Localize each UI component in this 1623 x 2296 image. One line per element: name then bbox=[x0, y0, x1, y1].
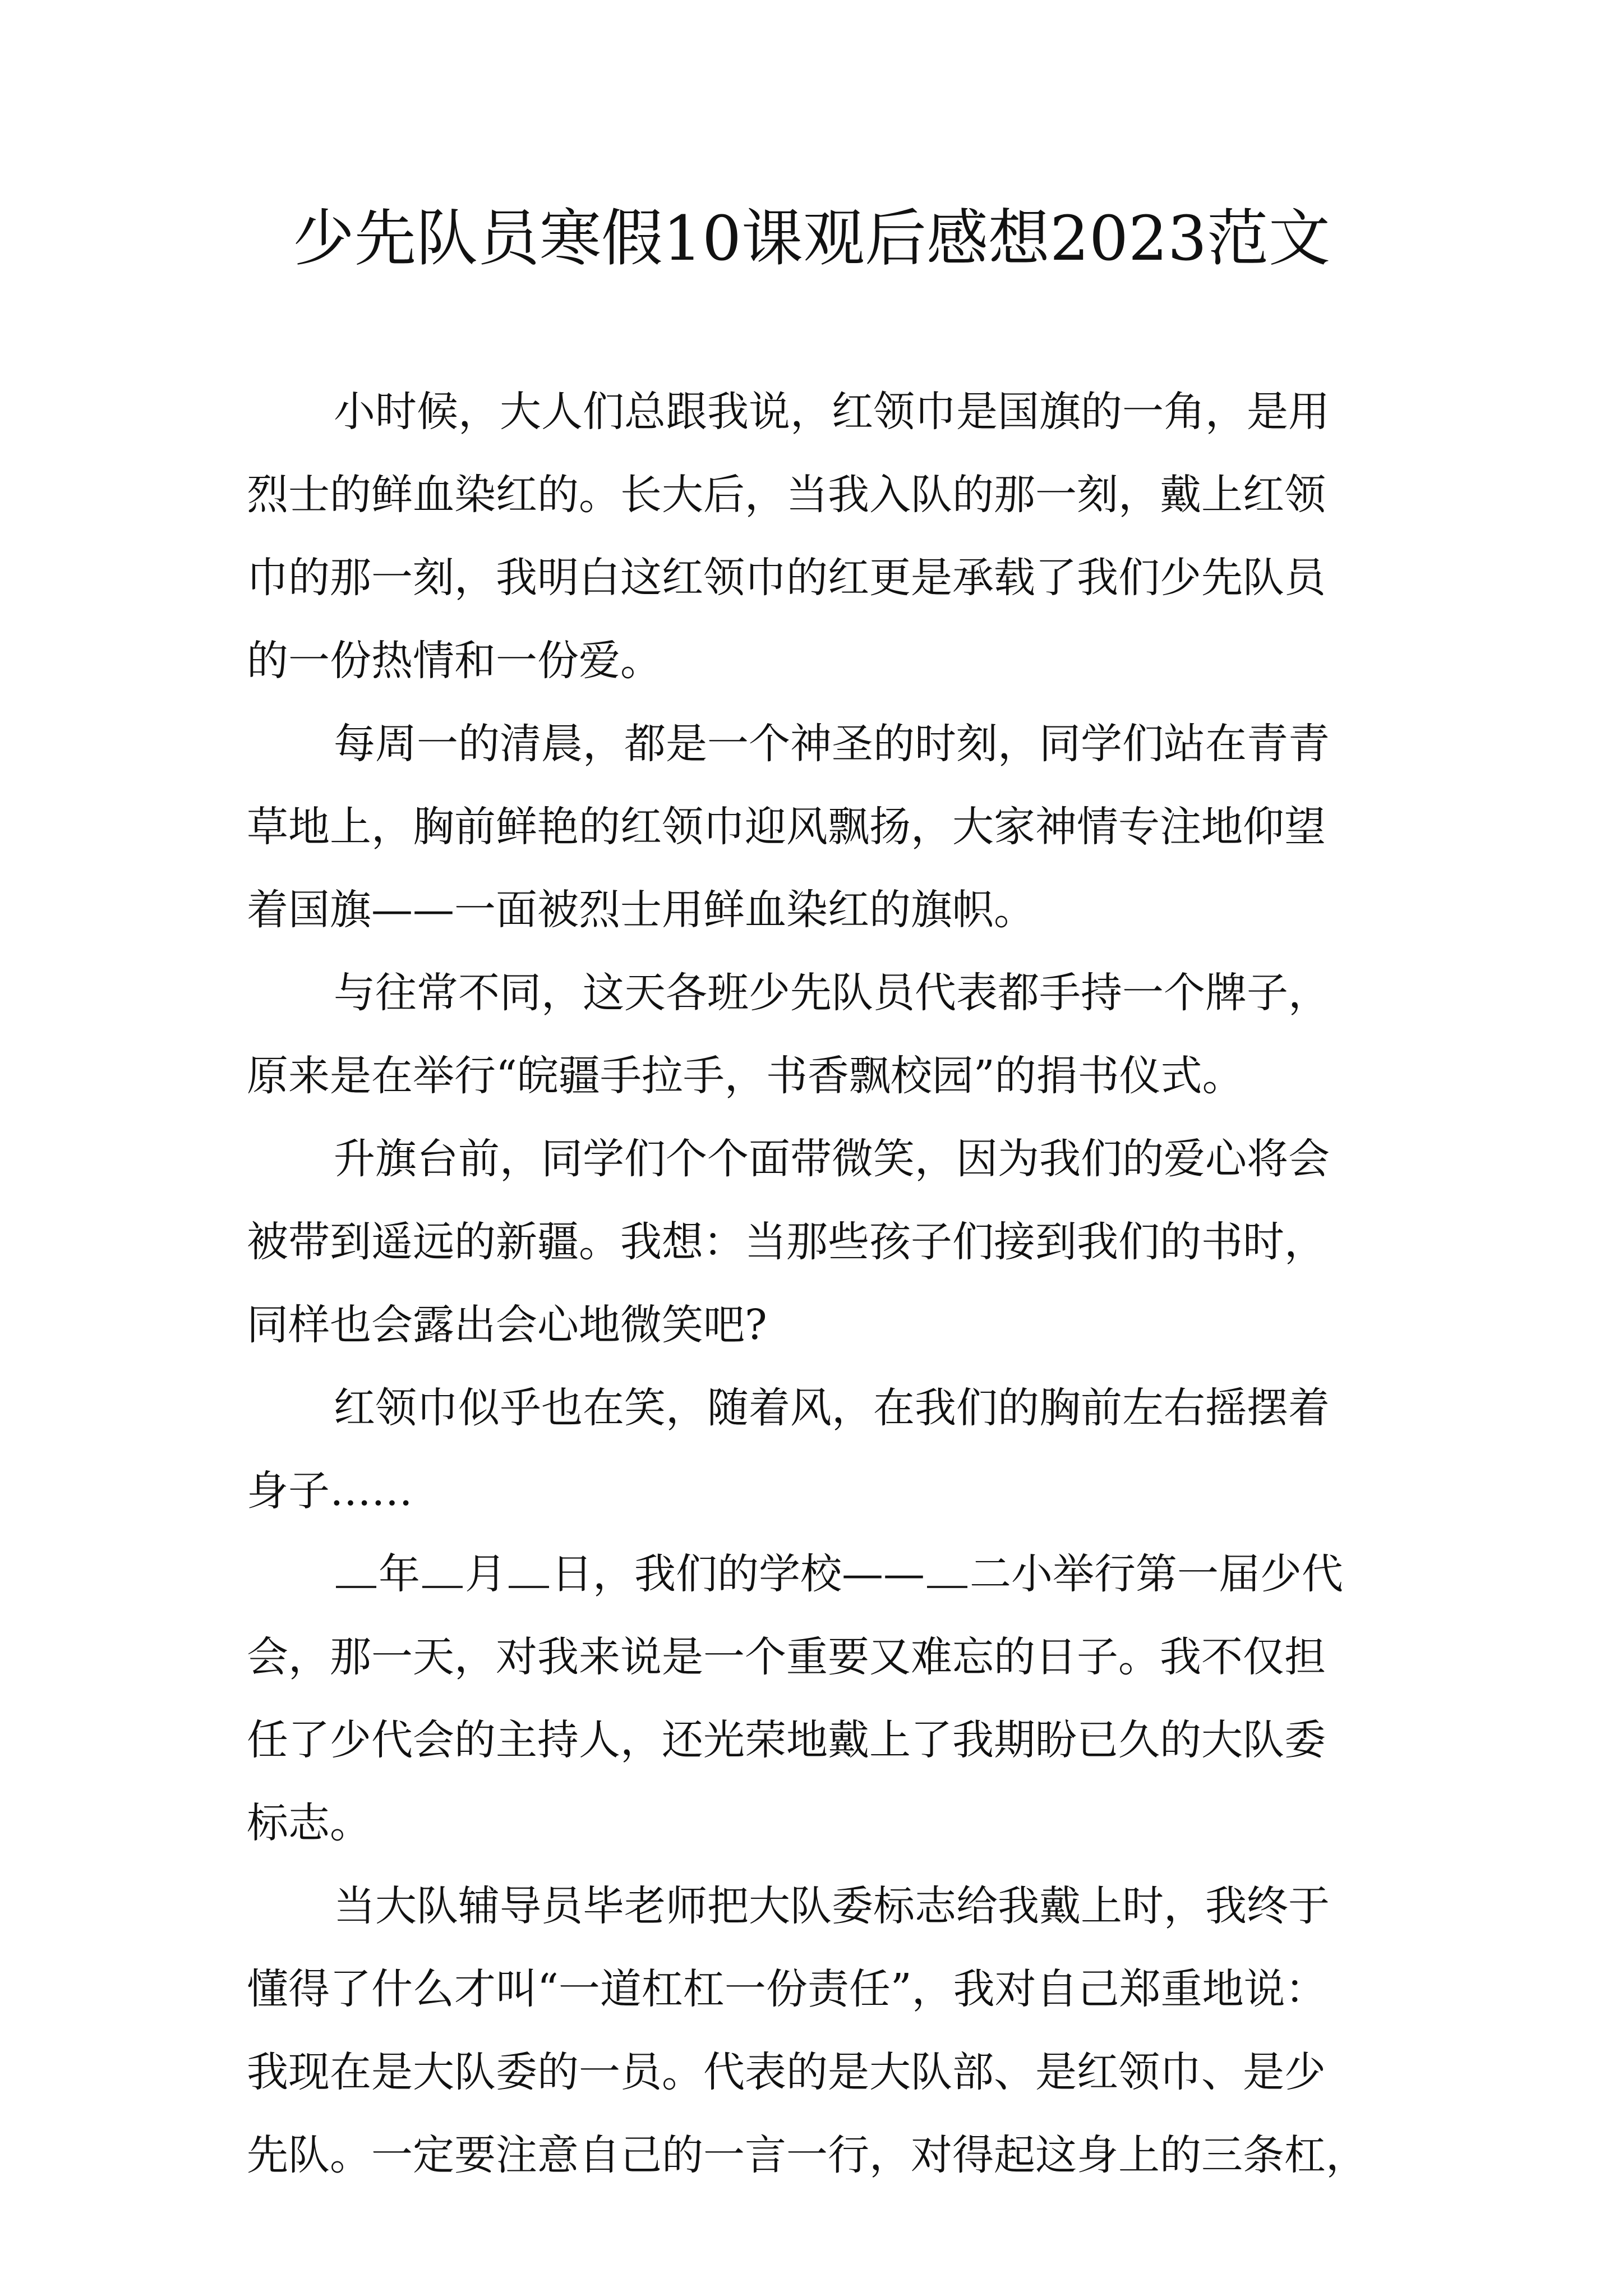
text-line: 会，那一天，对我来说是一个重要又难忘的日子。我不仅担 bbox=[247, 1633, 1326, 1681]
text-line: 着国旗——一面被烈士用鲜血染红的旗帜。 bbox=[247, 886, 1035, 934]
fill-in-blank bbox=[927, 1548, 967, 1588]
text-line: 当大队辅导员毕老师把大队委标志给我戴上时，我终于 bbox=[334, 1882, 1330, 1930]
paragraph-5 bbox=[247, 1366, 1385, 1533]
paragraph-2 bbox=[247, 702, 1385, 951]
text-fragment: 日，我们的学校—— bbox=[551, 1550, 925, 1598]
text-line: 懂得了什么才叫“一道杠杠一份责任”，我对自己郑重地说： bbox=[247, 1965, 1327, 2013]
text-line: 被带到遥远的新疆。我想：当那些孩子们接到我们的书时， bbox=[247, 1218, 1326, 1266]
text-line: 红领巾似乎也在笑，随着风，在我们的胸前左右摇摆着 bbox=[334, 1384, 1330, 1432]
text-line: 烈士的鲜血染红的。长大后，当我入队的那一刻，戴上红领 bbox=[247, 471, 1326, 519]
text-line: 升旗台前，同学们个个面带微笑，因为我们的爱心将会 bbox=[334, 1135, 1330, 1183]
document-title: 少先队员寒假10课观后感想2023范文 bbox=[293, 203, 1330, 274]
paragraph-1 bbox=[247, 370, 1385, 702]
text-line: 小时候，大人们总跟我说，红领巾是国旗的一角，是用 bbox=[334, 388, 1330, 436]
fill-in-blank bbox=[336, 1548, 376, 1588]
text-fragment: 年 bbox=[379, 1550, 420, 1598]
text-line: 原来是在举行“皖疆手拉手，书香飘校园”的捐书仪式。 bbox=[247, 1052, 1244, 1100]
paragraph-6 bbox=[247, 1533, 1385, 1865]
document-body bbox=[247, 370, 1385, 2197]
fill-in-blank bbox=[509, 1548, 549, 1588]
text-line: 我现在是大队委的一员。代表的是大队部、是红领巾、是少 bbox=[247, 2048, 1326, 2096]
text-line: 同样也会露出会心地微笑吧? bbox=[247, 1301, 767, 1349]
text-fragment: 月 bbox=[465, 1550, 506, 1598]
text-line: 标志。 bbox=[247, 1799, 371, 1847]
text-line: 与往常不同，这天各班少先队员代表都手持一个牌子， bbox=[334, 969, 1330, 1017]
text-fragment: 二小举行第一届少代 bbox=[970, 1550, 1343, 1598]
text-line: 每周一的清晨，都是一个神圣的时刻，同学们站在青青 bbox=[334, 720, 1330, 768]
text-line: 巾的那一刻，我明白这红领巾的红更是承载了我们少先队员 bbox=[247, 554, 1326, 602]
text-line: 草地上，胸前鲜艳的红领巾迎风飘扬，大家神情专注地仰望 bbox=[247, 803, 1326, 851]
text-line: 先队。一定要注意自己的一言一行，对得起这身上的三条杠， bbox=[247, 2131, 1367, 2179]
text-line: 身子…… bbox=[247, 1467, 413, 1515]
paragraph-3 bbox=[247, 951, 1385, 1117]
text-line-with-blanks bbox=[247, 1533, 1385, 1616]
text-line: 的一份热情和一份爱。 bbox=[247, 637, 662, 685]
paragraph-4 bbox=[247, 1117, 1385, 1366]
text-line: 任了少代会的主持人，还光荣地戴上了我期盼已久的大队委 bbox=[247, 1716, 1326, 1764]
fill-in-blank bbox=[422, 1548, 463, 1588]
paragraph-7 bbox=[247, 1865, 1385, 2197]
